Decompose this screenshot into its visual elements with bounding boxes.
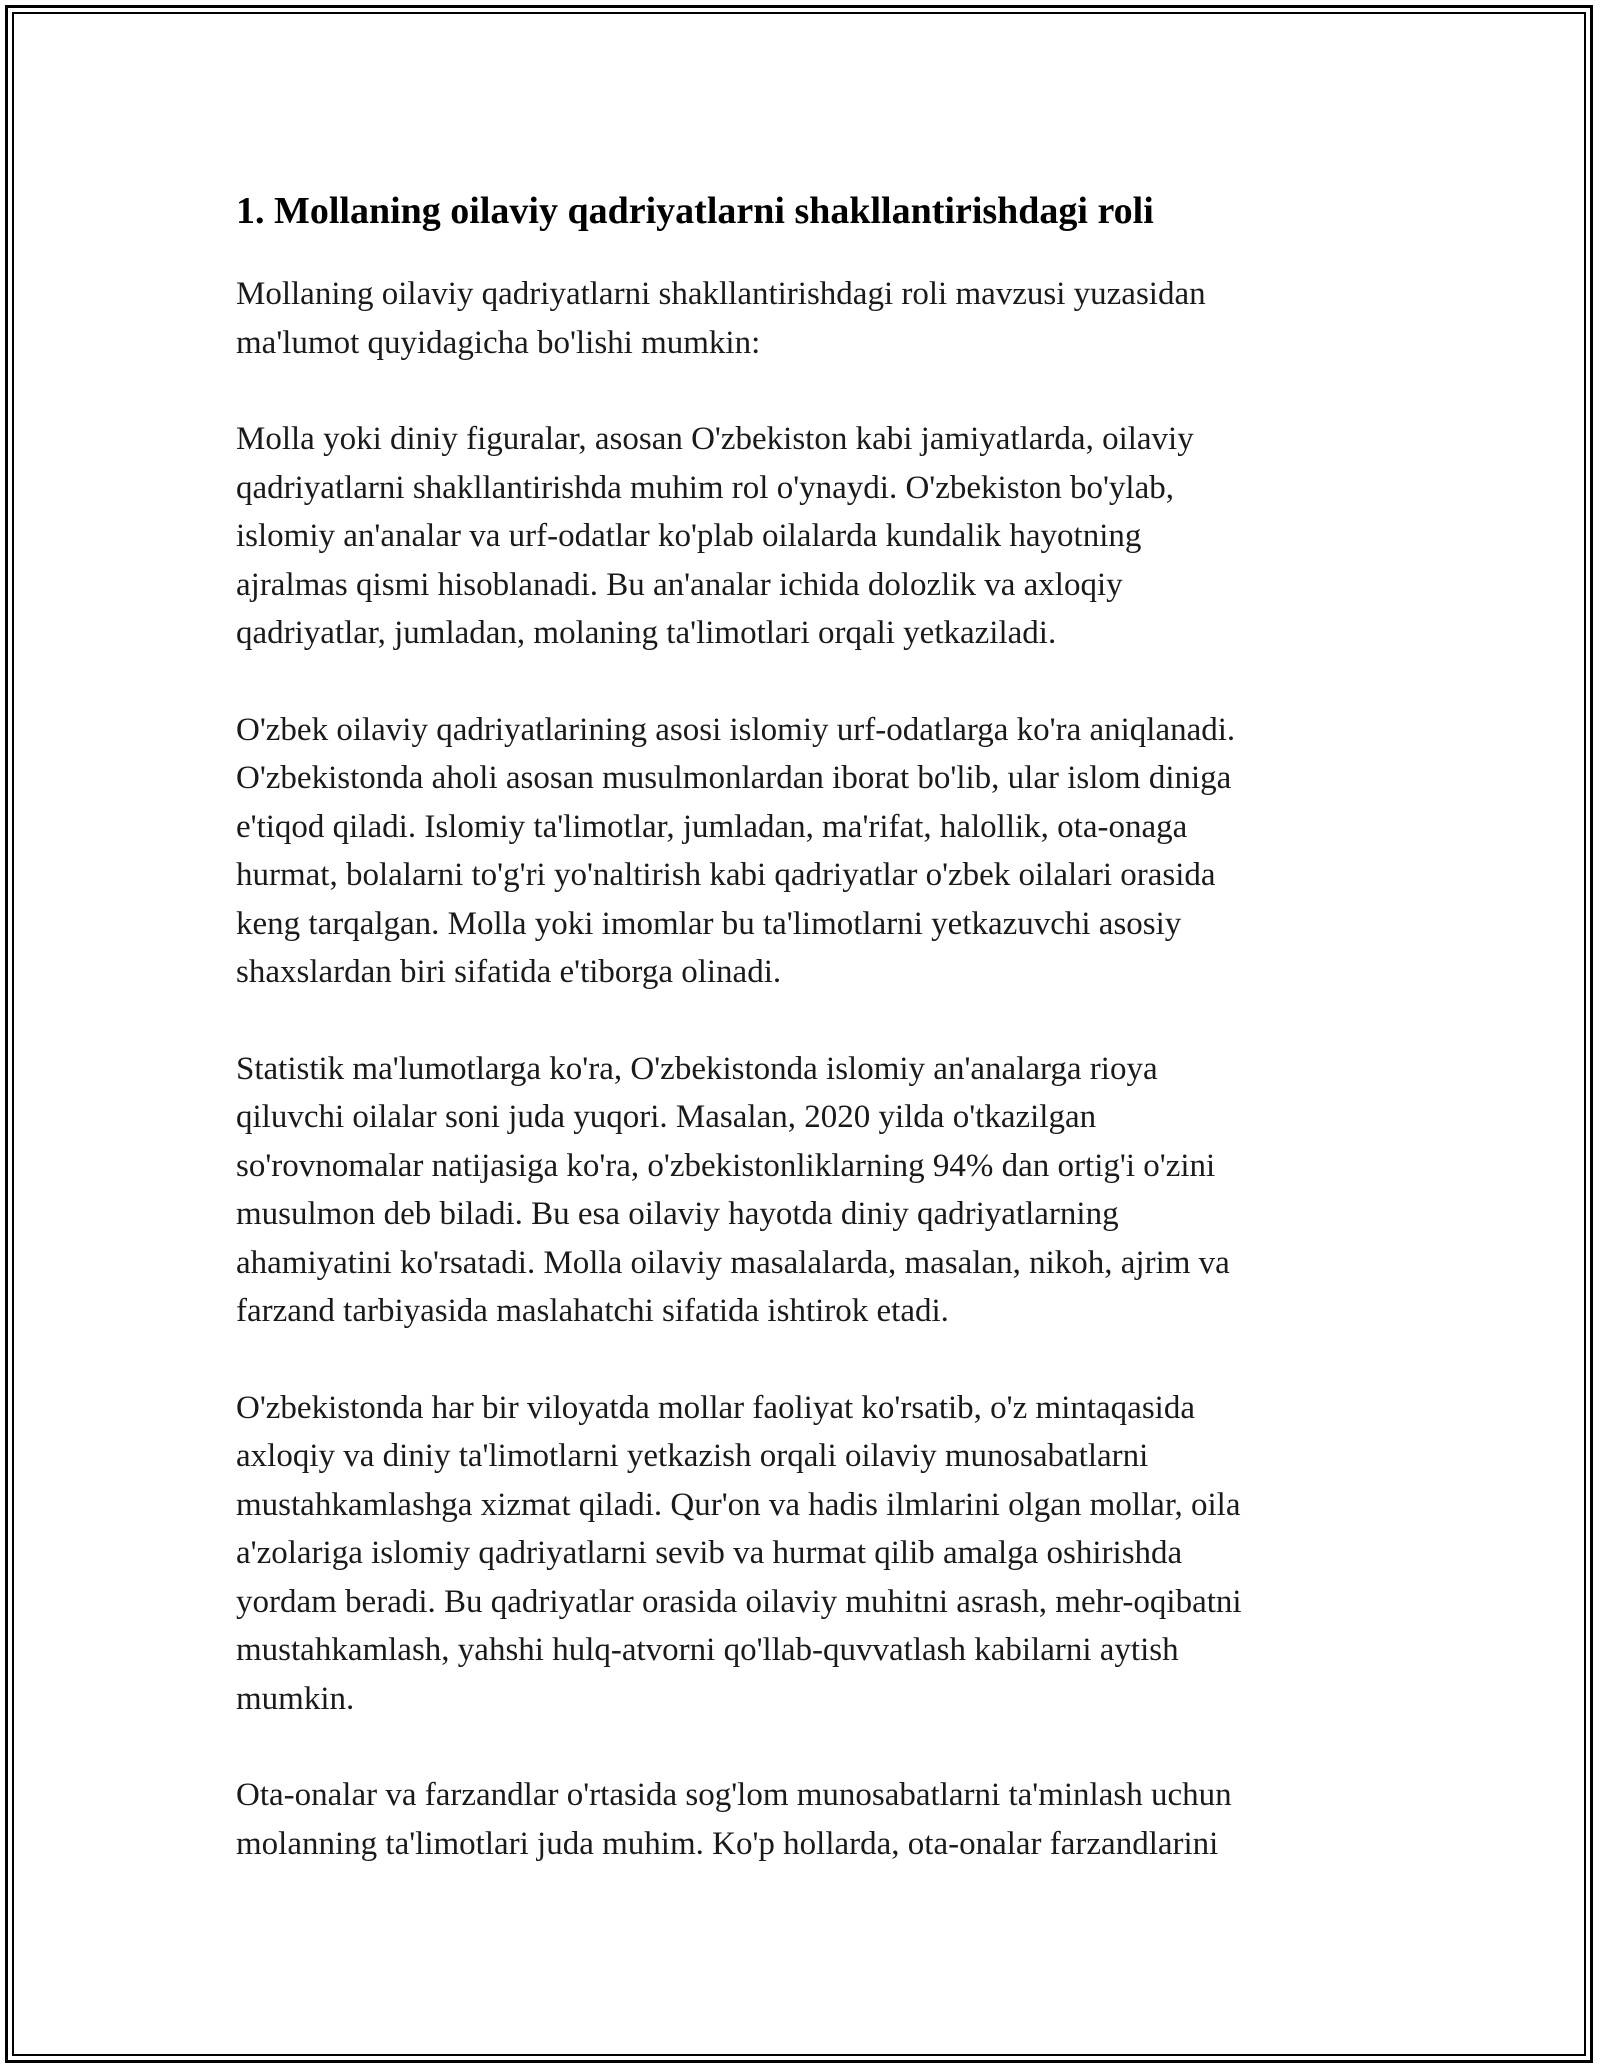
paragraph-line: O'zbekistonda har bir viloyatda mollar faoliyat ko'rsatib, o'z mintaqasida [236,1389,1195,1426]
paragraph-line: qiluvchi oilalar soni juda yuqori. Masalan, 2020 yilda o'tkazilgan [236,1099,1097,1135]
paragraph-line: qadriyatlar, jumladan, molaning ta'limotlari orqali yetkaziladi. [236,615,1057,651]
paragraph-list [236,270,1364,1868]
paragraph-line: ma'lumot quyidagicha bo'lishi mumkin: [236,324,761,361]
paragraph-line: hurmat, bolalarni to'g'ri yo'naltirish kabi qadriyatlar o'zbek oilalari orasida [236,857,1216,893]
paragraph-line: shaxslardan biri sifatida e'tiborga olinadi. [236,954,782,990]
paragraph-line: yordam beradi. Bu qadriyatlar orasida oilaviy muhitni asrash, mehr-oqibatni [236,1583,1242,1620]
paragraph [236,1384,1364,1724]
document-body [236,186,1364,1916]
paragraph-line: O'zbek oilaviy qadriyatlarining asosi islomiy urf-odatlarga ko'ra aniqlanadi. [236,711,1236,748]
paragraph-line: O'zbekistonda aholi asosan musulmonlardan iborat bo'lib, ular islom diniga [236,760,1232,796]
paragraph-line: qadriyatlarni shakllantirishda muhim rol o'ynaydi. O'zbekiston bo'ylab, [236,469,1174,506]
paragraph-line: e'tiqod qiladi. Islomiy ta'limotlar, jumladan, ma'rifat, halollik, ota-onaga [236,808,1188,845]
paragraph-line: ajralmas qismi hisoblanadi. Bu an'analar ichida dolozlik va axloqiy [236,566,1123,603]
paragraph-line: so'rovnomalar natijasiga ko'ra, o'zbekistonliklarning 94% dan ortig'i o'zini [236,1147,1216,1184]
paragraph-line: Ota-onalar va farzandlar o'rtasida sog'lom munosabatlarni ta'minlash uchun [236,1777,1232,1813]
paragraph [236,270,1364,367]
paragraph [236,415,1364,658]
paragraph [236,706,1364,997]
paragraph [236,1045,1364,1336]
paragraph-line: Statistik ma'lumotlarga ko'ra, O'zbekistonda islomiy an'analarga rioya [236,1050,1158,1087]
paragraph-line: Mollaning oilaviy qadriyatlarni shakllantirishdagi roli mavzusi yuzasidan [236,276,1206,312]
paragraph-line: mustahkamlash, yahshi hulq-atvorni qo'llab-quvvatlash kabilarni aytish [236,1632,1179,1668]
paragraph-line: farzand tarbiyasida maslahatchi sifatida ishtirok etadi. [236,1293,949,1329]
paragraph-line: mustahkamlashga xizmat qiladi. Qur'on va hadis ilmlarini olgan mollar, oila [236,1486,1241,1523]
section-heading: 1. Mollaning oilaviy qadriyatlarni shakllantirishdagi roli [236,190,1154,232]
paragraph-line: molanning ta'limotlari juda muhim. Ko'p hollarda, ota-onalar farzandlarini [236,1825,1219,1862]
paragraph-line: musulmon deb biladi. Bu esa oilaviy hayotda diniy qadriyatlarning [236,1196,1119,1232]
paragraph-line: ahamiyatini ko'rsatadi. Molla oilaviy masalalarda, masalan, nikoh, ajrim va [236,1244,1230,1281]
paragraph-line: keng tarqalgan. Molla yoki imomlar bu ta'limotlarni yetkazuvchi asosiy [236,905,1182,942]
paragraph [236,1771,1364,1868]
paragraph-line: axloqiy va diniy ta'limotlarni yetkazish orqali oilaviy munosabatlarni [236,1438,1149,1474]
paragraph-line: a'zolariga islomiy qadriyatlarni sevib va hurmat qilib amalga oshirishda [236,1535,1183,1571]
paragraph-line: Molla yoki diniy figuralar, asosan O'zbekiston kabi jamiyatlarda, oilaviy [236,421,1194,457]
paragraph-line: mumkin. [236,1680,355,1717]
paragraph-line: islomiy an'analar va urf-odatlar ko'plab oilalarda kundalik hayotning [236,518,1142,554]
